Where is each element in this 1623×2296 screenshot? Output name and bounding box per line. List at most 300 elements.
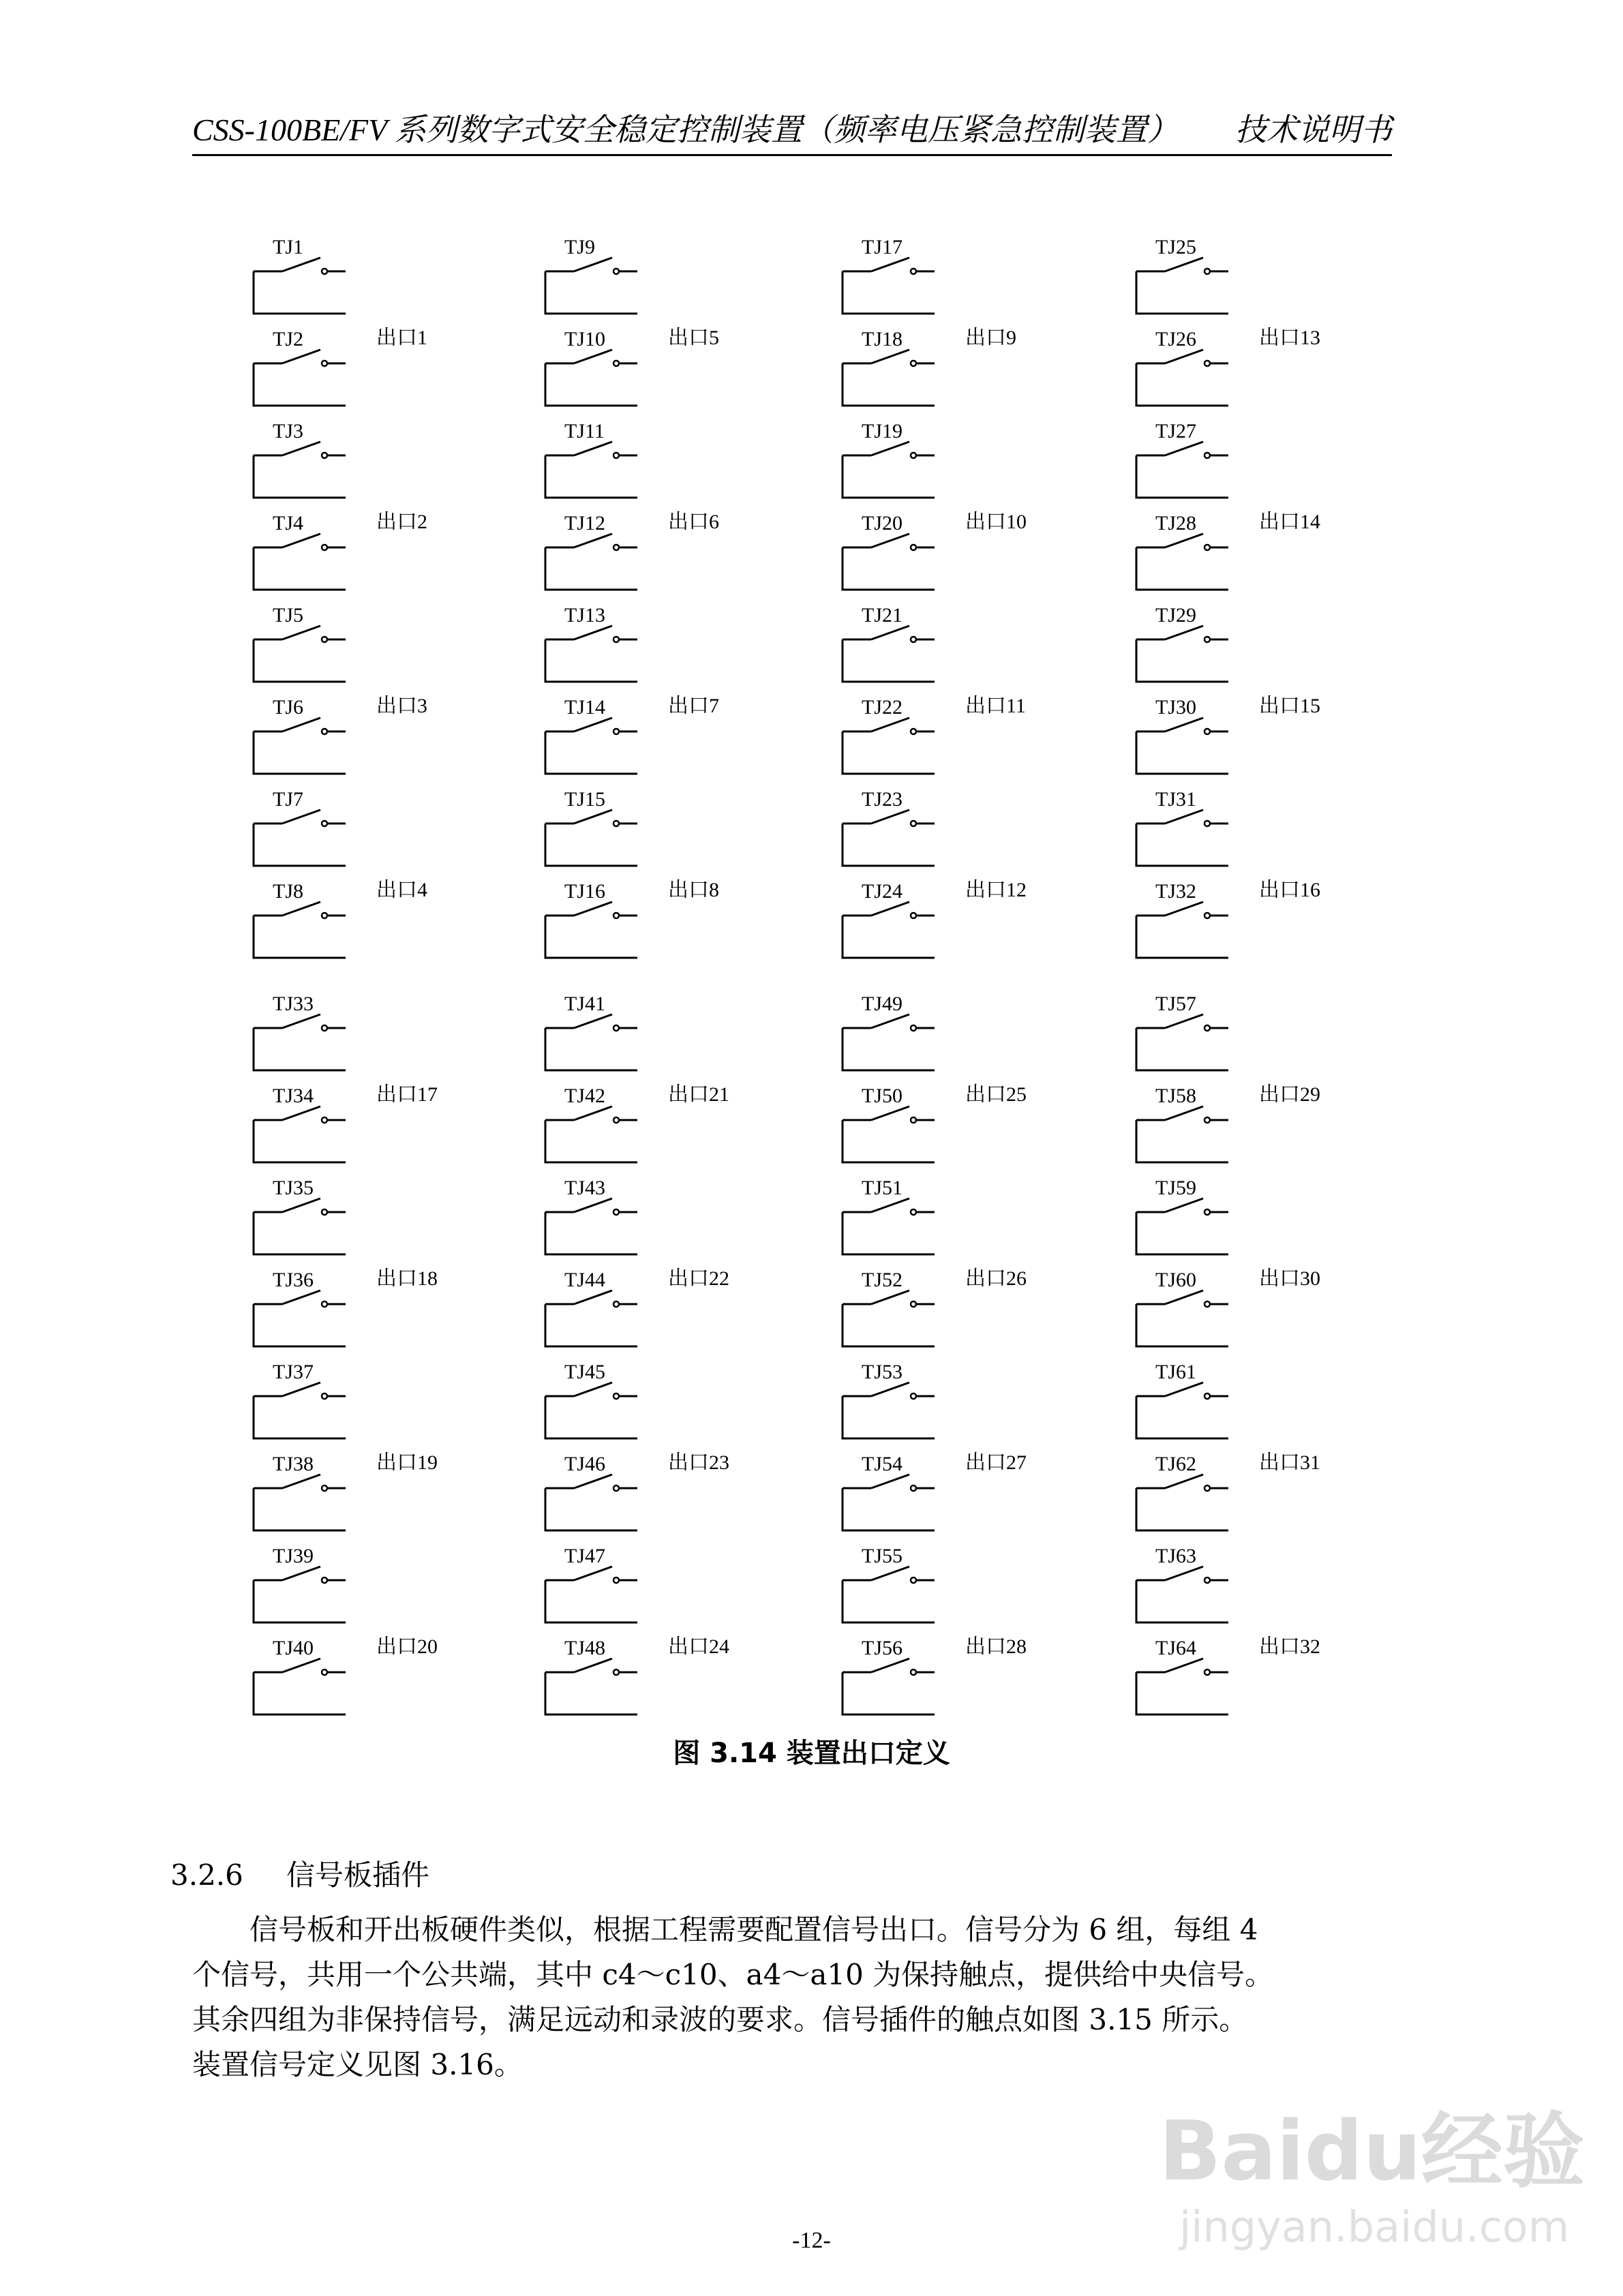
contact-label: TJ28 (1155, 512, 1196, 534)
contact-label: TJ63 (1155, 1545, 1196, 1567)
contact-terminal (322, 1117, 327, 1123)
contact-terminal (911, 1577, 916, 1583)
output-label: 出口8 (668, 879, 719, 901)
output-label: 出口4 (376, 879, 427, 901)
contact-blade (1165, 1198, 1203, 1212)
relay-contact (545, 328, 637, 406)
relay-contact (843, 1545, 935, 1622)
contact-terminal (1204, 545, 1210, 550)
contact-label: TJ18 (862, 328, 902, 350)
contact-terminal (613, 1577, 619, 1583)
output-label: 出口23 (668, 1451, 729, 1474)
section-number: 3.2.6 (170, 1858, 243, 1892)
contact-label: TJ27 (1155, 420, 1196, 442)
relay-contact (1136, 1177, 1228, 1254)
contact-wire (1136, 916, 1228, 958)
contact-terminal (322, 361, 327, 366)
relay-contact (1136, 420, 1228, 498)
contact-terminal (1204, 1485, 1210, 1491)
contact-blade (574, 810, 612, 824)
contact-label: TJ36 (273, 1269, 314, 1291)
contact-blade (871, 1014, 909, 1028)
contact-blade (871, 442, 909, 455)
contact-wire (254, 547, 346, 590)
contact-wire (254, 1028, 346, 1070)
contact-label: TJ25 (1155, 236, 1196, 258)
contact-terminal (322, 545, 327, 550)
contact-label: TJ22 (862, 696, 902, 719)
contact-wire (1136, 547, 1228, 590)
contact-label: TJ48 (564, 1637, 605, 1659)
contact-label: TJ60 (1155, 1269, 1196, 1291)
contact-wire (545, 455, 637, 498)
contact-terminal (613, 637, 619, 642)
contact-terminal (1204, 821, 1210, 826)
contact-terminal (322, 1670, 327, 1675)
contact-terminal (911, 545, 916, 550)
contact-blade (1165, 810, 1203, 824)
relay-contact (1136, 1361, 1228, 1438)
contact-wire (1136, 1672, 1228, 1715)
contact-terminal (911, 1485, 916, 1491)
page-number: -12- (792, 2228, 831, 2253)
relay-contact (843, 328, 935, 406)
relay-contact (545, 1085, 637, 1162)
contact-label: TJ11 (564, 420, 605, 442)
contact-terminal (322, 1485, 327, 1491)
section-title: 信号板插件 (286, 1858, 430, 1892)
relay-contact (545, 1177, 637, 1254)
contact-blade (871, 1290, 909, 1304)
relay-contact (254, 1177, 346, 1254)
relay-contact (254, 420, 346, 498)
contact-blade (871, 810, 909, 824)
contact-label: TJ29 (1155, 604, 1196, 626)
contact-wire (843, 363, 935, 406)
contact-terminal (613, 453, 619, 458)
output-label: 出口6 (668, 511, 719, 533)
contact-terminal (613, 1025, 619, 1031)
contact-terminal (1204, 361, 1210, 366)
contact-terminal (1204, 1577, 1210, 1583)
relay-contact (1136, 1085, 1228, 1162)
paragraph-line: 其余四组为非保持信号，满足远动和录波的要求。信号插件的触点如图 3.15 所示。 (192, 2003, 1248, 2036)
relay-contact (1136, 993, 1228, 1070)
contact-blade (1165, 718, 1203, 731)
contact-wire (545, 363, 637, 406)
contact-blade (282, 1475, 320, 1488)
contact-wire (254, 1304, 346, 1346)
contact-blade (574, 350, 612, 363)
contact-label: TJ1 (273, 236, 303, 258)
contact-label: TJ33 (273, 993, 314, 1015)
contact-blade (574, 258, 612, 271)
contact-wire (843, 639, 935, 682)
relay-contact (1136, 1453, 1228, 1530)
contact-terminal (1204, 453, 1210, 458)
contact-wire (843, 916, 935, 958)
contact-wire (1136, 271, 1228, 314)
output-label: 出口17 (376, 1083, 438, 1106)
contact-terminal (911, 637, 916, 642)
contact-wire (254, 916, 346, 958)
document-title: CSS-100BE/FV 系列数字式安全稳定控制装置（频率电压紧急控制装置） (192, 112, 1179, 147)
contact-label: TJ20 (862, 512, 902, 534)
contact-blade (1165, 1014, 1203, 1028)
contact-label: TJ3 (273, 420, 303, 442)
contact-label: TJ4 (273, 512, 303, 534)
output-label: 出口32 (1259, 1635, 1320, 1658)
output-label: 出口3 (376, 695, 427, 717)
contact-wire (843, 1396, 935, 1438)
contact-blade (574, 442, 612, 455)
contact-blade (574, 626, 612, 639)
contact-blade (282, 442, 320, 455)
contact-wire (545, 1212, 637, 1254)
relay-contact (545, 1545, 637, 1622)
contact-terminal (911, 1301, 916, 1307)
relay-contact (545, 1361, 637, 1438)
output-label: 出口10 (965, 511, 1027, 533)
relay-contact (843, 236, 935, 314)
contact-label: TJ12 (564, 512, 605, 534)
contact-terminal (1204, 729, 1210, 734)
contact-blade (871, 902, 909, 916)
output-label: 出口26 (965, 1267, 1027, 1290)
relay-contact (254, 1361, 346, 1438)
output-label: 出口28 (965, 1635, 1027, 1658)
document-type: 技术说明书 (1235, 112, 1392, 147)
relay-contact (1136, 236, 1228, 314)
relay-contact (254, 880, 346, 958)
output-label: 出口27 (965, 1451, 1027, 1474)
contact-wire (843, 1488, 935, 1530)
contact-label: TJ44 (564, 1269, 605, 1291)
contact-terminal (613, 1117, 619, 1123)
relay-contact (545, 1453, 637, 1530)
contact-terminal (613, 821, 619, 826)
relay-contact (254, 1453, 346, 1530)
section-heading (170, 1853, 429, 1894)
contact-terminal (322, 913, 327, 918)
contact-blade (871, 534, 909, 547)
contact-wire (254, 455, 346, 498)
contact-blade (871, 1475, 909, 1488)
contact-label: TJ13 (564, 604, 605, 626)
output-label: 出口30 (1259, 1267, 1320, 1290)
contact-label: TJ5 (273, 604, 303, 626)
contact-wire (254, 1120, 346, 1162)
contact-blade (1165, 626, 1203, 639)
output-label: 出口14 (1259, 511, 1320, 533)
contact-terminal (613, 361, 619, 366)
contact-blade (282, 626, 320, 639)
contact-label: TJ59 (1155, 1177, 1196, 1199)
contact-blade (871, 1106, 909, 1120)
contact-terminal (613, 1209, 619, 1215)
relay-contact (1136, 788, 1228, 866)
contact-wire (1136, 639, 1228, 682)
contact-terminal (1204, 1209, 1210, 1215)
contact-blade (574, 534, 612, 547)
output-label: 出口31 (1259, 1451, 1320, 1474)
contact-terminal (911, 821, 916, 826)
output-label: 出口29 (1259, 1083, 1320, 1106)
contact-wire (545, 916, 637, 958)
relay-contact (843, 696, 935, 774)
contact-label: TJ57 (1155, 993, 1196, 1015)
contact-label: TJ62 (1155, 1453, 1196, 1475)
contact-terminal (1204, 1025, 1210, 1031)
contact-terminal (613, 1301, 619, 1307)
contact-label: TJ51 (862, 1177, 902, 1199)
contact-wire (843, 271, 935, 314)
contact-label: TJ24 (862, 880, 902, 903)
contact-label: TJ9 (564, 236, 595, 258)
relay-contact (843, 1637, 935, 1715)
contact-terminal (911, 1393, 916, 1399)
contact-terminal (322, 453, 327, 458)
contact-blade (282, 718, 320, 731)
contact-wire (545, 547, 637, 590)
contact-blade (574, 1290, 612, 1304)
relay-contact (254, 1269, 346, 1346)
contact-blade (1165, 442, 1203, 455)
contact-blade (282, 1014, 320, 1028)
output-label: 出口24 (668, 1635, 729, 1658)
relay-contact (1136, 1545, 1228, 1622)
contact-terminal (613, 729, 619, 734)
watermark (1152, 2086, 1588, 2277)
contact-label: TJ47 (564, 1545, 605, 1567)
contact-wire (1136, 1396, 1228, 1438)
contact-wire (545, 1672, 637, 1715)
contact-terminal (1204, 637, 1210, 642)
relay-contact (545, 1637, 637, 1715)
output-label: 出口20 (376, 1635, 438, 1658)
contact-label: TJ38 (273, 1453, 314, 1475)
contact-label: TJ45 (564, 1361, 605, 1383)
contact-label: TJ31 (1155, 788, 1196, 811)
contact-blade (871, 1659, 909, 1672)
contact-label: TJ49 (862, 993, 902, 1015)
contact-wire (1136, 1120, 1228, 1162)
contact-blade (1165, 350, 1203, 363)
contact-terminal (613, 1485, 619, 1491)
contact-label: TJ15 (564, 788, 605, 811)
relay-contact (254, 604, 346, 682)
contact-wire (545, 1028, 637, 1070)
section-paragraph (192, 1907, 1392, 2087)
output-label: 出口2 (376, 511, 427, 533)
contact-label: TJ2 (273, 328, 303, 350)
contact-wire (254, 824, 346, 866)
contact-label: TJ61 (1155, 1361, 1196, 1383)
contact-blade (574, 1014, 612, 1028)
contact-terminal (613, 1393, 619, 1399)
contact-blade (282, 1567, 320, 1580)
output-label: 出口22 (668, 1267, 729, 1290)
contact-blade (1165, 1475, 1203, 1488)
relay-contact (843, 420, 935, 498)
relay-contact (545, 788, 637, 866)
contact-terminal (911, 1670, 916, 1675)
contact-blade (1165, 1383, 1203, 1396)
contact-wire (545, 731, 637, 774)
relay-contact (254, 1637, 346, 1715)
contact-label: TJ34 (273, 1085, 314, 1107)
contact-blade (1165, 1567, 1203, 1580)
relay-contact (545, 696, 637, 774)
contact-label: TJ41 (564, 993, 605, 1015)
contact-wire (254, 731, 346, 774)
contact-wire (843, 455, 935, 498)
contact-label: TJ7 (273, 788, 303, 811)
contact-label: TJ37 (273, 1361, 314, 1383)
contact-terminal (322, 1209, 327, 1215)
output-label: 出口1 (376, 327, 427, 349)
output-label: 出口13 (1259, 327, 1320, 349)
contact-blade (282, 1383, 320, 1396)
output-label: 出口5 (668, 327, 719, 349)
contact-label: TJ14 (564, 696, 605, 719)
relay-contact (843, 788, 935, 866)
contact-blade (282, 350, 320, 363)
contact-label: TJ53 (862, 1361, 902, 1383)
relay-contact (545, 236, 637, 314)
contact-terminal (911, 361, 916, 366)
contact-blade (871, 1383, 909, 1396)
contact-label: TJ55 (862, 1545, 902, 1567)
contact-blade (871, 626, 909, 639)
contact-label: TJ30 (1155, 696, 1196, 719)
relay-contact (545, 604, 637, 682)
contact-blade (871, 258, 909, 271)
contact-wire (1136, 1028, 1228, 1070)
figure-caption: 图 3.14 装置出口定义 (673, 1738, 950, 1769)
output-label: 出口19 (376, 1451, 438, 1474)
contact-wire (254, 1672, 346, 1715)
contact-blade (282, 534, 320, 547)
contact-wire (843, 1672, 935, 1715)
contact-wire (1136, 824, 1228, 866)
contact-blade (871, 1567, 909, 1580)
contact-label: TJ46 (564, 1453, 605, 1475)
relay-contact (843, 993, 935, 1070)
contact-wire (1136, 455, 1228, 498)
contact-terminal (613, 545, 619, 550)
relay-contact (254, 993, 346, 1070)
contact-label: TJ21 (862, 604, 902, 626)
contact-label: TJ58 (1155, 1085, 1196, 1107)
contact-terminal (911, 269, 916, 274)
contact-wire (545, 271, 637, 314)
contact-label: TJ8 (273, 880, 303, 903)
contact-blade (282, 1106, 320, 1120)
contact-wire (254, 271, 346, 314)
relay-contact (1136, 1637, 1228, 1715)
output-label: 出口25 (965, 1083, 1027, 1106)
relay-contact (843, 512, 935, 590)
paragraph-line: 装置信号定义见图 3.16。 (192, 2048, 523, 2081)
relay-contact (843, 880, 935, 958)
output-label: 出口9 (965, 327, 1016, 349)
contact-terminal (322, 269, 327, 274)
contact-blade (1165, 258, 1203, 271)
relay-contact (1136, 328, 1228, 406)
contact-label: TJ19 (862, 420, 902, 442)
contact-wire (843, 731, 935, 774)
contact-label: TJ52 (862, 1269, 902, 1291)
contact-blade (282, 1659, 320, 1672)
contact-label: TJ56 (862, 1637, 902, 1659)
relay-contact (254, 236, 346, 314)
contact-wire (1136, 1488, 1228, 1530)
output-label: 出口18 (376, 1267, 438, 1290)
contact-wire (545, 1396, 637, 1438)
output-label: 出口21 (668, 1083, 729, 1106)
contact-label: TJ64 (1155, 1637, 1196, 1659)
contact-terminal (613, 913, 619, 918)
relay-contact (1136, 512, 1228, 590)
contact-blade (1165, 534, 1203, 547)
contact-blade (871, 718, 909, 731)
contact-terminal (911, 453, 916, 458)
contact-terminal (911, 1025, 916, 1031)
contact-blade (574, 1106, 612, 1120)
contact-terminal (1204, 1393, 1210, 1399)
contact-wire (1136, 363, 1228, 406)
contact-wire (843, 1212, 935, 1254)
relay-contact (545, 880, 637, 958)
contact-label: TJ16 (564, 880, 605, 903)
contact-wire (545, 1488, 637, 1530)
contact-terminal (1204, 1301, 1210, 1307)
contact-blade (574, 1383, 612, 1396)
contact-label: TJ6 (273, 696, 303, 719)
output-label: 出口15 (1259, 695, 1320, 717)
contact-blade (1165, 1659, 1203, 1672)
contact-label: TJ54 (862, 1453, 902, 1475)
contact-terminal (613, 269, 619, 274)
contact-blade (1165, 1106, 1203, 1120)
relay-contact (254, 1545, 346, 1622)
relay-contact (843, 1269, 935, 1346)
contact-terminal (1204, 1117, 1210, 1123)
contact-blade (574, 1659, 612, 1672)
contact-wire (545, 639, 637, 682)
contact-wire (545, 1304, 637, 1346)
contact-terminal (322, 1025, 327, 1031)
contact-terminal (911, 1209, 916, 1215)
contact-wire (545, 824, 637, 866)
contact-wire (1136, 1212, 1228, 1254)
contact-terminal (1204, 913, 1210, 918)
contact-wire (254, 363, 346, 406)
contact-label: TJ42 (564, 1085, 605, 1107)
relay-contact (254, 328, 346, 406)
contact-blade (1165, 1290, 1203, 1304)
relay-contact (254, 1085, 346, 1162)
contact-wire (843, 547, 935, 590)
contact-wire (254, 639, 346, 682)
contact-blade (1165, 902, 1203, 916)
contact-wire (843, 1304, 935, 1346)
contact-label: TJ39 (273, 1545, 314, 1567)
contact-wire (1136, 1304, 1228, 1346)
watermark-domain: jingyan.baidu.com (1179, 2202, 1570, 2252)
contact-wire (843, 824, 935, 866)
